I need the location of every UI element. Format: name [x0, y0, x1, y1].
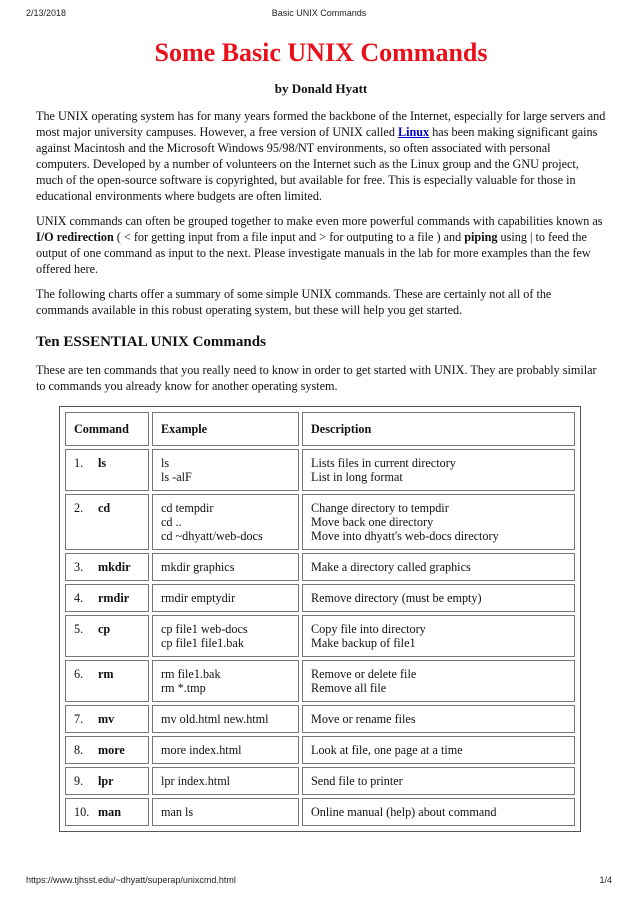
- example-line: ls -alF: [161, 470, 192, 484]
- page-number: 1/4: [599, 875, 612, 885]
- description-line: Remove all file: [311, 681, 387, 695]
- document-body: [36, 30, 606, 832]
- header-command: Command: [65, 412, 149, 446]
- command-number: 7.: [74, 712, 84, 726]
- example-cell: [152, 767, 299, 795]
- command-name: cd: [98, 501, 111, 515]
- command-cell: [65, 705, 149, 733]
- command-name: lpr: [98, 774, 114, 788]
- section-description: These are ten commands that you really need to know in order to get started with UNIX. They are probably similar to commands you already know for another operating system.: [36, 363, 597, 393]
- command-name: rm: [98, 667, 114, 681]
- example-cell: [152, 494, 299, 550]
- example-line: cd ..: [161, 515, 182, 529]
- command-cell: [65, 449, 149, 491]
- commands-table-frame: [59, 406, 581, 832]
- description-cell: [302, 449, 575, 491]
- command-cell: [65, 615, 149, 657]
- description-cell: [302, 705, 575, 733]
- description-cell: [302, 798, 575, 826]
- command-number: 2.: [74, 501, 84, 515]
- io-redirection-term: I/O redirection: [36, 230, 114, 244]
- intro-p1-text-before: The UNIX operating system has for many years formed the backbone of the Internet, especially for large servers and most major university campuses. However, a free version of UNIX called: [36, 109, 606, 139]
- table-row: [65, 553, 575, 581]
- table-row: [65, 736, 575, 764]
- table-row: [65, 660, 575, 702]
- section-heading: Ten ESSENTIAL UNIX Commands: [36, 334, 266, 350]
- print-url: https://www.tjhsst.edu/~dhyatt/superap/unixcmd.html: [26, 875, 236, 885]
- intro-p2-text-a: UNIX commands can often be grouped together to make even more powerful commands with capabilities known as: [36, 214, 603, 228]
- command-name: ls: [98, 456, 107, 470]
- intro-paragraph-3: The following charts offer a summary of some simple UNIX commands. These are certainly not all of the commands available in this robust operating system, but these will help you get started.: [36, 287, 552, 317]
- commands-table: [62, 409, 578, 829]
- table-row: [65, 705, 575, 733]
- table-row: [65, 584, 575, 612]
- command-cell: [65, 660, 149, 702]
- command-name: rmdir: [98, 591, 130, 605]
- table-row: [65, 767, 575, 795]
- example-line: rm *.tmp: [161, 681, 206, 695]
- linux-link[interactable]: Linux: [397, 125, 430, 139]
- intro-paragraph-1: [36, 108, 606, 204]
- command-number: 6.: [74, 667, 84, 681]
- example-line: cd tempdir: [161, 501, 214, 515]
- description-line: Send file to printer: [311, 774, 403, 788]
- command-name: mv: [98, 712, 115, 726]
- example-cell: [152, 449, 299, 491]
- command-cell: [65, 584, 149, 612]
- table-row: [65, 449, 575, 491]
- example-cell: [152, 553, 299, 581]
- example-line: man ls: [161, 805, 194, 819]
- example-cell: [152, 798, 299, 826]
- description-line: Make backup of file1: [311, 636, 416, 650]
- print-page-title: Basic UNIX Commands: [271, 8, 367, 18]
- table-row: [65, 615, 575, 657]
- description-line: Look at file, one page at a time: [311, 743, 463, 757]
- example-cell: [152, 736, 299, 764]
- command-cell: [65, 736, 149, 764]
- example-line: cp file1 file1.bak: [161, 636, 244, 650]
- command-cell: [65, 553, 149, 581]
- example-line: rm file1.bak: [161, 667, 221, 681]
- command-number: 10.: [74, 805, 90, 819]
- command-cell: [65, 767, 149, 795]
- byline: by Donald Hyatt: [274, 81, 368, 96]
- description-cell: [302, 494, 575, 550]
- example-cell: [152, 660, 299, 702]
- table-row: [65, 798, 575, 826]
- description-line: Change directory to tempdir: [311, 501, 449, 515]
- command-name: cp: [98, 622, 111, 636]
- description-cell: [302, 767, 575, 795]
- description-line: Make a directory called graphics: [311, 560, 471, 574]
- command-number: 3.: [74, 560, 84, 574]
- command-number: 4.: [74, 591, 84, 605]
- intro-p2-text-e: using | to feed the output of one command as input to the next. Please investigate manuals in the lab for more examples than the few offered here.: [36, 230, 591, 276]
- description-line: Move into dhyatt's web-docs directory: [311, 529, 499, 543]
- command-number: 5.: [74, 622, 84, 636]
- table-row: [65, 494, 575, 550]
- command-number: 1.: [74, 456, 84, 470]
- header-description: Description: [302, 412, 575, 446]
- command-number: 9.: [74, 774, 84, 788]
- command-name: more: [98, 743, 125, 757]
- command-cell: [65, 798, 149, 826]
- example-line: mv old.html new.html: [161, 712, 269, 726]
- print-date: 2/13/2018: [26, 8, 67, 18]
- description-line: Lists files in current directory: [311, 456, 456, 470]
- example-line: rmdir emptydir: [161, 591, 236, 605]
- description-line: Copy file into directory: [311, 622, 426, 636]
- example-cell: [152, 615, 299, 657]
- description-line: Remove or delete file: [311, 667, 417, 681]
- description-cell: [302, 736, 575, 764]
- command-number: 8.: [74, 743, 84, 757]
- table-header-row: [65, 412, 575, 446]
- command-name: man: [98, 805, 122, 819]
- piping-term: piping: [464, 230, 498, 244]
- example-line: mkdir graphics: [161, 560, 235, 574]
- intro-paragraph-2: [36, 213, 606, 277]
- description-line: Remove directory (must be empty): [311, 591, 482, 605]
- command-name: mkdir: [98, 560, 131, 574]
- command-cell: [65, 494, 149, 550]
- description-line: Move back one directory: [311, 515, 434, 529]
- example-line: more index.html: [161, 743, 242, 757]
- example-cell: [152, 705, 299, 733]
- example-line: cd ~dhyatt/web-docs: [161, 529, 263, 543]
- header-example: Example: [152, 412, 299, 446]
- example-cell: [152, 584, 299, 612]
- description-line: Move or rename files: [311, 712, 416, 726]
- page-title: Some Basic UNIX Commands: [154, 38, 488, 67]
- example-line: lpr index.html: [161, 774, 231, 788]
- print-footer: [0, 875, 638, 889]
- description-cell: [302, 660, 575, 702]
- intro-p2-text-c: ( < for getting input from a file input and > for outputing to a file ) and: [113, 230, 465, 244]
- intro-p1-text-after: has been making significant gains against Macintosh and the Microsoft Windows 95/98/NT environments, so often associated with personal computers. Developed by a number of volunteers on the Internet such as the Linux group and the GNU project, much of the open-source software is copyrighted, but available for free. This is especially valuable for those in educational environments where budgets are often limited.: [36, 125, 598, 203]
- description-cell: [302, 584, 575, 612]
- example-line: ls: [161, 456, 170, 470]
- print-header: [0, 8, 638, 22]
- description-line: List in long format: [311, 470, 403, 484]
- description-cell: [302, 615, 575, 657]
- description-cell: [302, 553, 575, 581]
- example-line: cp file1 web-docs: [161, 622, 248, 636]
- description-line: Online manual (help) about command: [311, 805, 497, 819]
